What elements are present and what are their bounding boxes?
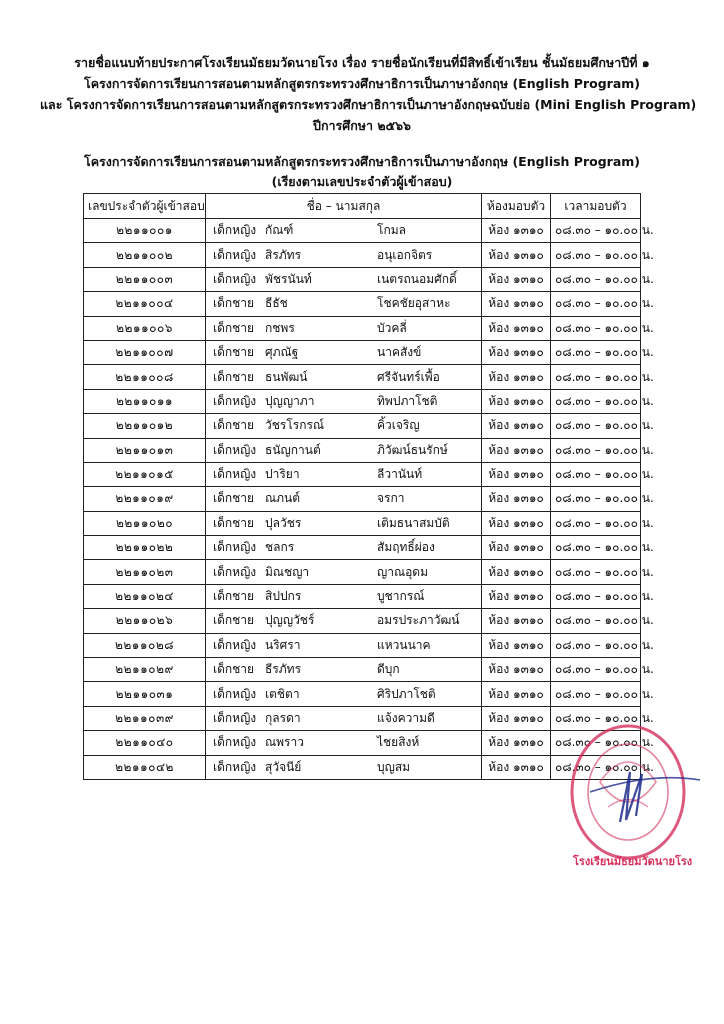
report-time-cell: ๐๘.๓๐ – ๑๐.๐๐ น. bbox=[551, 609, 641, 633]
last-name: ลีวานันท์ bbox=[377, 467, 423, 482]
column-header-name: ชื่อ – นามสกุล bbox=[206, 194, 482, 219]
first-name: กัณฑ์ bbox=[265, 223, 294, 238]
column-header-time: เวลามอบตัว bbox=[551, 194, 641, 219]
document-header bbox=[40, 52, 697, 136]
student-name-cell bbox=[206, 658, 482, 682]
name-title: เด็กชาย bbox=[213, 662, 255, 677]
report-room-cell: ห้อง ๑๓๑๐ bbox=[482, 365, 551, 389]
student-name bbox=[210, 219, 477, 242]
report-time-cell: ๐๘.๓๐ – ๑๐.๐๐ น. bbox=[551, 633, 641, 657]
exam-id-cell: ๒๒๑๑๐๑๕ bbox=[84, 462, 206, 486]
student-name-cell bbox=[206, 706, 482, 730]
exam-id-cell: ๒๒๑๑๐๑๙ bbox=[84, 487, 206, 511]
report-time-cell: ๐๘.๓๐ – ๑๐.๐๐ น. bbox=[551, 682, 641, 706]
name-title: เด็กหญิง bbox=[213, 540, 257, 555]
last-name: แจ้งความดี bbox=[377, 711, 435, 725]
table-row bbox=[84, 706, 641, 730]
last-name: ภิวัฒน์ธนรักษ์ bbox=[377, 442, 448, 457]
table-row bbox=[84, 658, 641, 682]
report-room-cell: ห้อง ๑๓๑๐ bbox=[482, 243, 551, 267]
report-time-cell: ๐๘.๓๐ – ๑๐.๐๐ น. bbox=[551, 340, 641, 364]
student-name bbox=[210, 609, 477, 632]
table-row bbox=[84, 292, 641, 316]
student-name bbox=[210, 244, 477, 267]
last-name: อมรประภาวัฒน์ bbox=[377, 613, 460, 628]
name-title: เด็กหญิง bbox=[213, 223, 257, 238]
name-title: เด็กหญิง bbox=[213, 759, 257, 774]
exam-id-cell: ๒๒๑๑๐๑๓ bbox=[84, 438, 206, 462]
last-name: ดีบุก bbox=[377, 662, 400, 677]
exam-id-cell: ๒๒๑๑๐๓๙ bbox=[84, 706, 206, 730]
report-time-cell: ๐๘.๓๐ – ๑๐.๐๐ น. bbox=[551, 536, 641, 560]
name-title: เด็กชาย bbox=[213, 613, 255, 628]
student-name-cell bbox=[206, 682, 482, 706]
last-name: เติมธนาสมบัติ bbox=[377, 515, 450, 530]
first-name: สิรภัทร bbox=[265, 247, 302, 262]
table-row bbox=[84, 536, 641, 560]
exam-id-cell: ๒๒๑๑๐๒๘ bbox=[84, 633, 206, 657]
table-row bbox=[84, 365, 641, 389]
report-time-cell: ๐๘.๓๐ – ๑๐.๐๐ น. bbox=[551, 389, 641, 413]
student-name bbox=[210, 683, 477, 706]
name-title: เด็กชาย bbox=[213, 296, 255, 311]
table-body bbox=[84, 219, 654, 780]
table-row bbox=[84, 682, 641, 706]
school-seal-stamp bbox=[560, 712, 710, 872]
report-time-cell: ๐๘.๓๐ – ๑๐.๐๐ น. bbox=[551, 706, 641, 730]
first-name: กชพร bbox=[265, 320, 295, 335]
first-name: ธนพัฒน์ bbox=[265, 369, 308, 384]
report-time-cell: ๐๘.๓๐ – ๑๐.๐๐ น. bbox=[551, 243, 641, 267]
name-title: เด็กหญิง bbox=[213, 735, 257, 750]
student-name bbox=[210, 439, 477, 462]
exam-id-cell: ๒๒๑๑๐๒๖ bbox=[84, 609, 206, 633]
exam-id-cell: ๒๒๑๑๐๑๒ bbox=[84, 414, 206, 438]
first-name: สิปปกร bbox=[265, 589, 302, 604]
last-name: โกมล bbox=[377, 223, 406, 238]
name-title: เด็กชาย bbox=[213, 369, 255, 384]
first-name: ปาริยา bbox=[265, 467, 300, 482]
student-name bbox=[210, 561, 477, 584]
student-name-cell bbox=[206, 755, 482, 779]
report-time-cell: ๐๘.๓๐ – ๑๐.๐๐ น. bbox=[551, 487, 641, 511]
student-name-cell bbox=[206, 267, 482, 291]
name-title: เด็กหญิง bbox=[213, 271, 257, 286]
student-name bbox=[210, 317, 477, 340]
first-name: ศุภณัฐ bbox=[265, 345, 299, 360]
table-row bbox=[84, 755, 641, 779]
last-name: ศรีจันทร์เพื้อ bbox=[377, 369, 440, 384]
table-row bbox=[84, 584, 641, 608]
subheader-line-2: (เรียงตามเลขประจำตัวผู้เข้าสอบ) bbox=[271, 174, 453, 189]
name-title: เด็กชาย bbox=[213, 345, 255, 360]
name-title: เด็กชาย bbox=[213, 320, 255, 335]
name-title: เด็กหญิง bbox=[213, 467, 257, 482]
report-room-cell: ห้อง ๑๓๑๐ bbox=[482, 658, 551, 682]
last-name: นาคสังข์ bbox=[377, 345, 422, 360]
exam-id-cell: ๒๒๑๑๐๐๗ bbox=[84, 340, 206, 364]
student-name-cell bbox=[206, 316, 482, 340]
student-name bbox=[210, 341, 477, 364]
report-time-cell: ๐๘.๓๐ – ๑๐.๐๐ น. bbox=[551, 511, 641, 535]
exam-id-cell: ๒๒๑๑๐๒๒ bbox=[84, 536, 206, 560]
student-name bbox=[210, 707, 477, 730]
student-name-cell bbox=[206, 219, 482, 243]
report-room-cell: ห้อง ๑๓๑๐ bbox=[482, 682, 551, 706]
report-time-cell: ๐๘.๓๐ – ๑๐.๐๐ น. bbox=[551, 438, 641, 462]
report-room-cell: ห้อง ๑๓๑๐ bbox=[482, 340, 551, 364]
report-room-cell: ห้อง ๑๓๑๐ bbox=[482, 438, 551, 462]
last-name: แหวนนาค bbox=[377, 637, 431, 652]
student-name-cell bbox=[206, 584, 482, 608]
program-subheader bbox=[40, 152, 684, 192]
table-row bbox=[84, 511, 641, 535]
report-room-cell: ห้อง ๑๓๑๐ bbox=[482, 389, 551, 413]
exam-id-cell: ๒๒๑๑๐๐๖ bbox=[84, 316, 206, 340]
last-name: คิ้วเจริญ bbox=[377, 418, 420, 433]
student-name bbox=[210, 366, 477, 389]
report-room-cell: ห้อง ๑๓๑๐ bbox=[482, 267, 551, 291]
student-name-cell bbox=[206, 340, 482, 364]
column-header-room: ห้องมอบตัว bbox=[482, 194, 551, 219]
first-name: นริศรา bbox=[265, 637, 301, 652]
report-room-cell: ห้อง ๑๓๑๐ bbox=[482, 536, 551, 560]
name-title: เด็กชาย bbox=[213, 515, 255, 530]
exam-id-cell: ๒๒๑๑๐๐๓ bbox=[84, 267, 206, 291]
report-room-cell: ห้อง ๑๓๑๐ bbox=[482, 487, 551, 511]
subheader-line-1: โครงการจัดการเรียนการสอนตามหลักสูตรกระทรวงศึกษาธิการเป็นภาษาอังกฤษ (English Program) bbox=[83, 154, 640, 169]
report-time-cell: ๐๘.๓๐ – ๑๐.๐๐ น. bbox=[551, 316, 641, 340]
student-roster-table bbox=[83, 193, 654, 780]
name-title: เด็กหญิง bbox=[213, 637, 257, 652]
report-time-cell: ๐๘.๓๐ – ๑๐.๐๐ น. bbox=[551, 658, 641, 682]
table-row bbox=[84, 267, 641, 291]
first-name: ปุญญวัชร์ bbox=[265, 613, 315, 628]
first-name: ปุญญาภา bbox=[265, 393, 315, 408]
first-name: ธีรภัทร bbox=[265, 662, 302, 677]
report-room-cell: ห้อง ๑๓๑๐ bbox=[482, 584, 551, 608]
last-name: ญาณอุดม bbox=[377, 564, 429, 579]
header-line-1: รายชื่อแนบท้ายประกาศโรงเรียนมัธยมวัดนายโรง เรื่อง รายชื่อนักเรียนที่มีสิทธิ์เข้าเรียน ชั้นมัธยมศึกษาปีที่ ๑ bbox=[74, 55, 650, 70]
name-title: เด็กชาย bbox=[213, 418, 255, 433]
table-row bbox=[84, 438, 641, 462]
student-name-cell bbox=[206, 389, 482, 413]
student-name bbox=[210, 634, 477, 657]
table-row bbox=[84, 219, 641, 243]
student-name bbox=[210, 414, 477, 437]
student-name-cell bbox=[206, 487, 482, 511]
table-row bbox=[84, 731, 641, 755]
report-room-cell: ห้อง ๑๓๑๐ bbox=[482, 219, 551, 243]
exam-id-cell: ๒๒๑๑๐๐๔ bbox=[84, 292, 206, 316]
name-title: เด็กชาย bbox=[213, 589, 255, 604]
student-name-cell bbox=[206, 560, 482, 584]
first-name: สุวัจนีย์ bbox=[265, 759, 302, 774]
student-name bbox=[210, 756, 477, 779]
last-name: บูชากรณ์ bbox=[377, 589, 425, 604]
student-name bbox=[210, 731, 477, 754]
report-time-cell: ๐๘.๓๐ – ๑๐.๐๐ น. bbox=[551, 219, 641, 243]
student-name bbox=[210, 268, 477, 291]
student-name-cell bbox=[206, 438, 482, 462]
report-room-cell: ห้อง ๑๓๑๐ bbox=[482, 414, 551, 438]
last-name: จรกา bbox=[377, 491, 405, 506]
student-name bbox=[210, 292, 477, 315]
report-time-cell: ๐๘.๓๐ – ๑๐.๐๐ น. bbox=[551, 755, 641, 779]
name-title: เด็กชาย bbox=[213, 491, 255, 506]
first-name: กุลรดา bbox=[265, 711, 301, 725]
student-name-cell bbox=[206, 243, 482, 267]
table-header-row bbox=[84, 194, 641, 219]
report-room-cell: ห้อง ๑๓๑๐ bbox=[482, 560, 551, 584]
exam-id-cell: ๒๒๑๑๐๒๐ bbox=[84, 511, 206, 535]
student-name bbox=[210, 585, 477, 608]
report-time-cell: ๐๘.๓๐ – ๑๐.๐๐ น. bbox=[551, 267, 641, 291]
exam-id-cell: ๒๒๑๑๐๔๒ bbox=[84, 755, 206, 779]
report-room-cell: ห้อง ๑๓๑๐ bbox=[482, 292, 551, 316]
last-name: สัมฤทธิ์ผ่อง bbox=[377, 540, 435, 555]
seal-text: โรงเรียนมัธยมวัดนายโรง bbox=[573, 855, 693, 868]
student-name bbox=[210, 658, 477, 681]
student-name-cell bbox=[206, 609, 482, 633]
report-room-cell: ห้อง ๑๓๑๐ bbox=[482, 462, 551, 486]
header-line-2: โครงการจัดการเรียนการสอนตามหลักสูตรกระทรวงศึกษาธิการเป็นภาษาอังกฤษ (English Program) bbox=[83, 76, 640, 91]
student-name-cell bbox=[206, 536, 482, 560]
first-name: ธีธัช bbox=[265, 296, 288, 311]
report-room-cell: ห้อง ๑๓๑๐ bbox=[482, 633, 551, 657]
last-name: เนตรถนอมศักดิ์ bbox=[377, 271, 457, 286]
first-name: ปุลวัชร bbox=[265, 515, 302, 530]
table-row bbox=[84, 560, 641, 584]
table-row bbox=[84, 633, 641, 657]
table-row bbox=[84, 462, 641, 486]
column-header-id: เลขประจำตัวผู้เข้าสอบ bbox=[84, 194, 206, 219]
exam-id-cell: ๒๒๑๑๐๐๒ bbox=[84, 243, 206, 267]
exam-id-cell: ๒๒๑๑๐๐๘ bbox=[84, 365, 206, 389]
student-name bbox=[210, 463, 477, 486]
exam-id-cell: ๒๒๑๑๐๔๐ bbox=[84, 731, 206, 755]
table-row bbox=[84, 487, 641, 511]
table-row bbox=[84, 316, 641, 340]
report-time-cell: ๐๘.๓๐ – ๑๐.๐๐ น. bbox=[551, 560, 641, 584]
report-time-cell: ๐๘.๓๐ – ๑๐.๐๐ น. bbox=[551, 292, 641, 316]
last-name: โชคชัยอุสาหะ bbox=[377, 296, 451, 311]
report-room-cell: ห้อง ๑๓๑๐ bbox=[482, 731, 551, 755]
student-name-cell bbox=[206, 633, 482, 657]
name-title: เด็กหญิง bbox=[213, 564, 257, 579]
table-row bbox=[84, 243, 641, 267]
report-time-cell: ๐๘.๓๐ – ๑๐.๐๐ น. bbox=[551, 731, 641, 755]
student-name-cell bbox=[206, 462, 482, 486]
name-title: เด็กหญิง bbox=[213, 442, 257, 457]
student-name bbox=[210, 512, 477, 535]
last-name: ไชยสิงห์ bbox=[377, 735, 420, 750]
report-room-cell: ห้อง ๑๓๑๐ bbox=[482, 511, 551, 535]
exam-id-cell: ๒๒๑๑๐๓๑ bbox=[84, 682, 206, 706]
student-name-cell bbox=[206, 731, 482, 755]
name-title: เด็กหญิง bbox=[213, 247, 257, 262]
table-row bbox=[84, 609, 641, 633]
student-name bbox=[210, 487, 477, 510]
last-name: ศิริปภาโชติ bbox=[377, 686, 436, 701]
report-room-cell: ห้อง ๑๓๑๐ bbox=[482, 706, 551, 730]
student-name-cell bbox=[206, 292, 482, 316]
student-name-cell bbox=[206, 511, 482, 535]
header-line-3: และ โครงการจัดการเรียนการสอนตามหลักสูตรกระทรวงศึกษาธิการเป็นภาษาอังกฤษฉบับย่อ (Mini English Program) bbox=[40, 97, 697, 112]
report-time-cell: ๐๘.๓๐ – ๑๐.๐๐ น. bbox=[551, 365, 641, 389]
exam-id-cell: ๒๒๑๑๐๑๑ bbox=[84, 389, 206, 413]
report-time-cell: ๐๘.๓๐ – ๑๐.๐๐ น. bbox=[551, 584, 641, 608]
header-line-4: ปีการศึกษา ๒๕๖๖ bbox=[313, 118, 411, 133]
report-room-cell: ห้อง ๑๓๑๐ bbox=[482, 316, 551, 340]
name-title: เด็กหญิง bbox=[213, 393, 257, 408]
exam-id-cell: ๒๒๑๑๐๐๑ bbox=[84, 219, 206, 243]
exam-id-cell: ๒๒๑๑๐๒๓ bbox=[84, 560, 206, 584]
first-name: ชลกร bbox=[265, 540, 295, 555]
first-name: ธนัญกานต์ bbox=[265, 442, 321, 457]
student-name-cell bbox=[206, 414, 482, 438]
exam-id-cell: ๒๒๑๑๐๒๙ bbox=[84, 658, 206, 682]
first-name: เตชิตา bbox=[265, 686, 300, 701]
student-name bbox=[210, 536, 477, 559]
report-room-cell: ห้อง ๑๓๑๐ bbox=[482, 609, 551, 633]
student-name bbox=[210, 390, 477, 413]
name-title: เด็กหญิง bbox=[213, 711, 257, 725]
first-name: วัชรโรกรณ์ bbox=[265, 418, 325, 433]
first-name: ณพราว bbox=[265, 735, 304, 750]
first-name: พัชรนันท์ bbox=[265, 271, 312, 286]
report-time-cell: ๐๘.๓๐ – ๑๐.๐๐ น. bbox=[551, 462, 641, 486]
exam-id-cell: ๒๒๑๑๐๒๔ bbox=[84, 584, 206, 608]
last-name: บุญสม bbox=[377, 759, 411, 774]
name-title: เด็กหญิง bbox=[213, 686, 257, 701]
first-name: ณภนต์ bbox=[265, 491, 301, 506]
student-name-cell bbox=[206, 365, 482, 389]
table-row bbox=[84, 389, 641, 413]
last-name: อนุเอกจิตร bbox=[377, 247, 433, 262]
table-row bbox=[84, 414, 641, 438]
last-name: บัวคลี่ bbox=[377, 320, 407, 335]
table-row bbox=[84, 340, 641, 364]
first-name: มิณชญา bbox=[265, 564, 310, 579]
report-time-cell: ๐๘.๓๐ – ๑๐.๐๐ น. bbox=[551, 414, 641, 438]
report-room-cell: ห้อง ๑๓๑๐ bbox=[482, 755, 551, 779]
last-name: ทิพปภาโชติ bbox=[377, 393, 438, 408]
